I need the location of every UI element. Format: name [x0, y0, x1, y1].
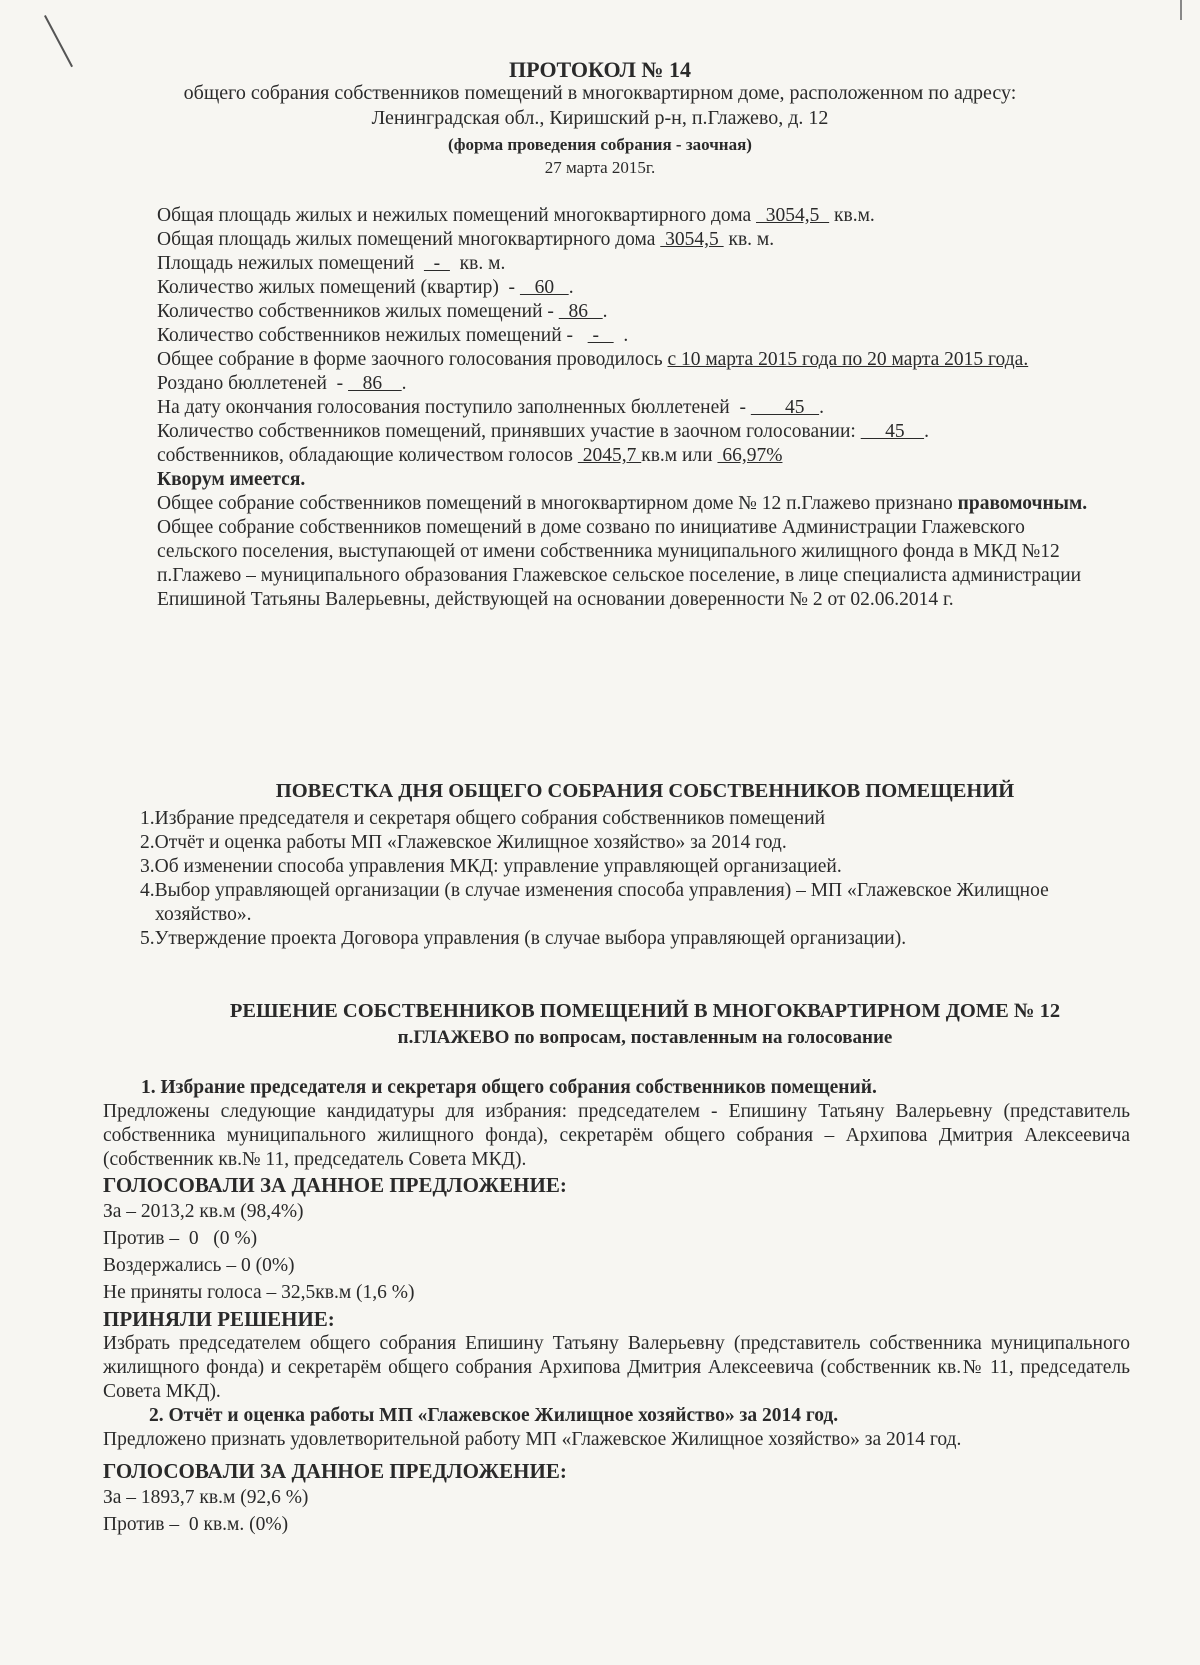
agenda-list — [140, 807, 1120, 951]
owners-living-end: . — [602, 301, 608, 322]
question-1-decision: Избрать председателем общего собрания Епишину Татьяну Валерьевну (представитель собственника муниципального жилищного фонда) и секретарём общего собрания Архипова Дмитрия Алексеевича (собственник кв.№ 11, председатель Совета МКД). — [103, 1333, 1130, 1402]
nonliving-area-unit: кв. м. — [449, 253, 506, 274]
question-1-voted-header: ГОЛОСОВАЛИ ЗА ДАННОЕ ПРЕДЛОЖЕНИЕ: — [103, 1173, 567, 1197]
living-area-label: Общая площадь жилых помещений многоквартирного дома — [157, 229, 661, 250]
protocol-title: ПРОТОКОЛ № 14 — [509, 57, 691, 82]
owners-nonliving-line — [157, 324, 1117, 348]
agenda-item: 2.Отчёт и оценка работы МП «Глажевское Жилищное хозяйство» за 2014 год. — [140, 832, 787, 853]
meeting-period-line — [157, 348, 1117, 372]
owners-nonliving-value: - — [587, 325, 614, 346]
question-2-for: За – 1893,7 кв.м (92,6 %) — [103, 1487, 309, 1508]
question-2-title: 2. Отчёт и оценка работы МП «Глажевское Жилищное хозяйство» за 2014 год. — [149, 1405, 839, 1426]
protocol-subtitle: общего собрания собственников помещений в многоквартирном доме, расположенном по адресу: — [183, 82, 1017, 104]
ballots-issued-value: 86 — [348, 373, 402, 394]
edge-mark — [1180, 0, 1182, 20]
nonliving-area-label: Площадь нежилых помещений — [157, 253, 424, 274]
question-2-proposal: Предложено признать удовлетворительной работу МП «Глажевское Жилищное хозяйство» за 2014 год. — [103, 1429, 962, 1450]
ballots-received-line — [157, 396, 1117, 420]
decision-subheading: п.ГЛАЖЕВО по вопросам, поставленным на голосование — [397, 1027, 893, 1048]
participants-value: 45 — [860, 421, 925, 442]
meeting-period-label: Общее собрание в форме заочного голосования проводилось — [157, 349, 668, 370]
owners-living-label: Количество собственников жилых помещений - — [157, 301, 559, 322]
total-area-line — [157, 204, 1117, 228]
meeting-period-value: с 10 марта 2015 года по 20 марта 2015 года. — [667, 349, 1029, 370]
question-2-against: Против – 0 кв.м. (0%) — [103, 1514, 289, 1535]
agenda-item: 3.Об изменении способа управления МКД: управление управляющей организацией. — [140, 856, 842, 877]
participants-label: Количество собственников помещений, принявших участие в заочном голосовании: — [157, 421, 861, 442]
votes-percent: 66,97% — [717, 445, 783, 466]
ballots-received-value: 45 — [750, 397, 820, 418]
ballots-received-label: На дату окончания голосования поступило заполненных бюллетеней - — [157, 397, 751, 418]
votes-label: собственников, обладающие количеством голосов — [157, 445, 578, 466]
ballots-received-end: . — [819, 397, 824, 418]
ballots-issued-label: Роздано бюллетеней - — [157, 373, 349, 394]
apartments-line — [157, 276, 1117, 300]
total-area-unit: кв.м. — [829, 205, 875, 226]
competent-text: Общее собрание собственников помещений в многоквартирном доме № 12 п.Глажево признано — [157, 493, 958, 514]
protocol-address: Ленинградская обл., Киришский р-н, п.Глажево, д. 12 — [371, 107, 829, 129]
agenda-heading: ПОВЕСТКА ДНЯ ОБЩЕГО СОБРАНИЯ СОБСТВЕННИКОВ ПОМЕЩЕНИЙ — [275, 780, 1015, 802]
owners-nonliving-end: . — [613, 325, 629, 346]
votes-value: 2045,7 — [577, 445, 642, 466]
question-1-against: Против – 0 (0 %) — [103, 1228, 258, 1249]
ballots-issued-end: . — [401, 373, 407, 394]
living-area-unit: кв. м. — [723, 229, 775, 250]
total-area-value: 3054,5 — [756, 205, 830, 226]
competent-line — [157, 492, 1117, 516]
agenda-item: 5.Утверждение проекта Договора управления (в случае выбора управляющей организации). — [140, 928, 907, 949]
question-1-decided-header: ПРИНЯЛИ РЕШЕНИЕ: — [103, 1307, 335, 1331]
votes-line — [157, 444, 1117, 468]
participants-end: . — [924, 421, 929, 442]
votes-mid: кв.м или — [641, 445, 718, 466]
apartments-end: . — [568, 277, 574, 298]
participants-line — [157, 420, 1117, 444]
protocol-form: (форма проведения собрания - заочная) — [448, 135, 752, 154]
question-1-abstained: Воздержались – 0 (0%) — [103, 1255, 295, 1276]
question-1-not-accepted: Не приняты голоса – 32,5кв.м (1,6 %) — [103, 1282, 415, 1303]
nonliving-area-line — [157, 252, 1117, 276]
agenda-item: 1.Избрание председателя и секретаря общего собрания собственников помещений — [140, 808, 826, 829]
decision-heading: РЕШЕНИЕ СОБСТВЕННИКОВ ПОМЕЩЕНИЙ В МНОГОКВАРТИРНОМ ДОМЕ № 12 — [229, 1000, 1061, 1022]
nonliving-area-value: - — [423, 253, 450, 274]
total-area-label: Общая площадь жилых и нежилых помещений многоквартирного дома — [157, 205, 757, 226]
agenda-item: 4.Выбор управляющей организации (в случае изменения способа управления) – МП «Глажевское Жилищное хозяйство». — [140, 880, 1049, 925]
question-1-title: 1. Избрание председателя и секретаря общего собрания собственников помещений. — [141, 1077, 877, 1098]
owners-living-value: 86 — [558, 301, 603, 322]
apartments-value: 60 — [519, 277, 569, 298]
competent-bold: правомочным. — [957, 493, 1088, 514]
ballots-issued-line — [157, 372, 1117, 396]
quorum-line: Кворум имеется. — [157, 469, 306, 490]
decision-body — [103, 1076, 1130, 1538]
initiative-paragraph: Общее собрание собственников помещений в доме созвано по инициативе Администрации Глажевского сельского поселения, выступающей от имени собственника муниципального жилищного фонда в МКД №12 п.Глажево – муниципального образования Глажевское сельское поселение, в лице специалиста администрации Епишиной Татьяны Валерьевны, действующей на основании доверенности № 2 от 02.06.2014 г. — [157, 517, 1082, 610]
owners-living-line — [157, 300, 1117, 324]
question-2-voted-header: ГОЛОСОВАЛИ ЗА ДАННОЕ ПРЕДЛОЖЕНИЕ: — [103, 1459, 567, 1483]
living-area-line — [157, 228, 1117, 252]
apartments-label: Количество жилых помещений (квартир) - — [157, 277, 520, 298]
question-1-for: За – 2013,2 кв.м (98,4%) — [103, 1201, 304, 1222]
question-1-proposal: Предложены следующие кандидатуры для избрания: председателем - Епишину Татьяну Валерьевну (представитель собственника муниципального жилищного фонда), секретарём общего собрания – Архипова Дмитрия Алексеевича (собственник кв.№ 11, председатель Совета МКД). — [103, 1101, 1130, 1170]
owners-nonliving-label: Количество собственников нежилых помещений - — [157, 325, 588, 346]
living-area-value: 3054,5 — [660, 229, 724, 250]
protocol-date: 27 марта 2015г. — [544, 158, 656, 177]
meeting-info — [157, 204, 1117, 612]
